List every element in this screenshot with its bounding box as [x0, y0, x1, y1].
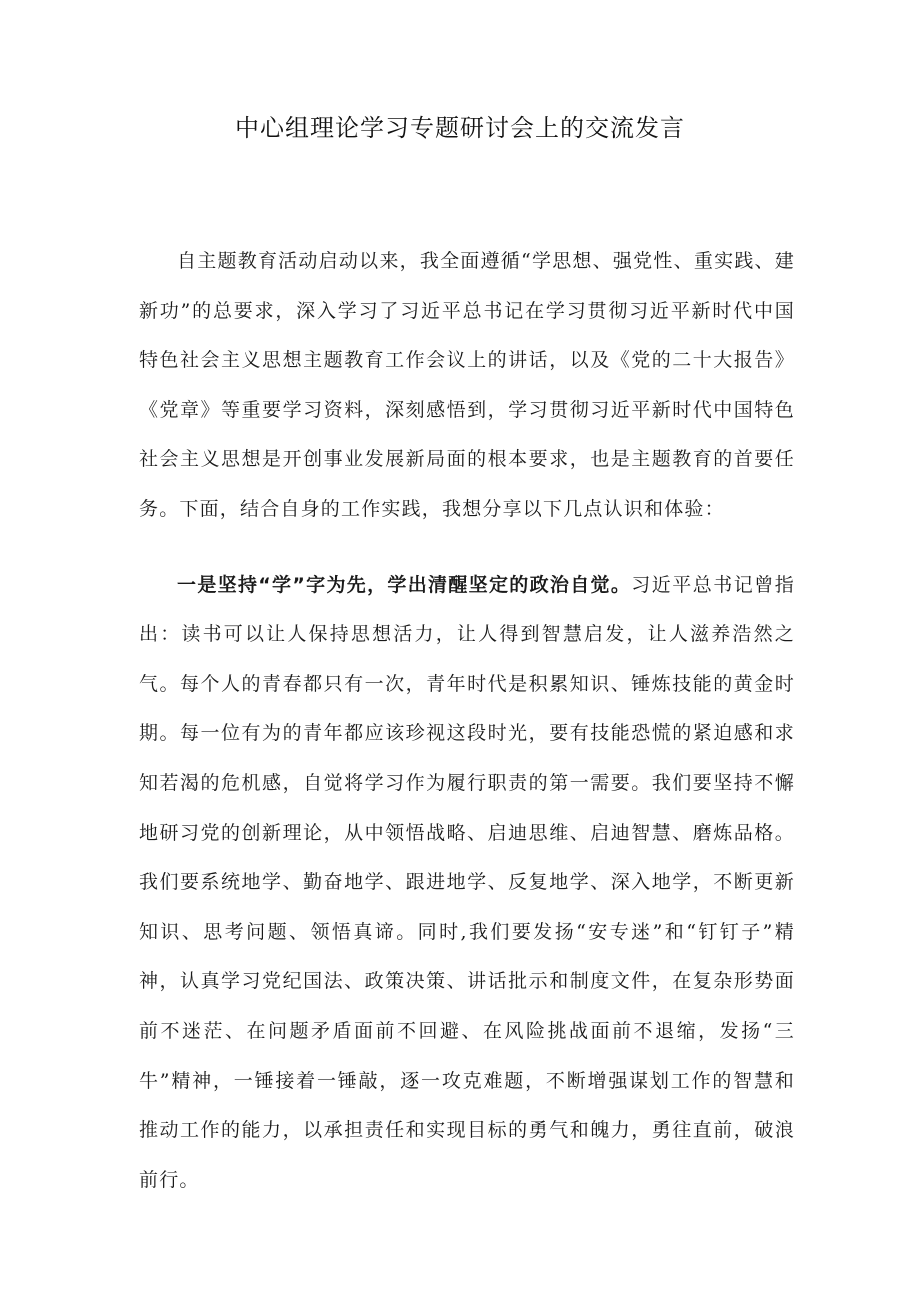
paragraph-text: 习近平总书记曾指出：读书可以让人保持思想活力，让人得到智慧启发，让人滋养浩然之气。每个人的青春都只有一次，青年时代是积累知识、锤炼技能的黄金时期。每一位有为的青年都应该珍视这段时光，要有技能恐慌的紧迫感和求知若渴的危机感，自觉将学习作为履行职责的第一需要。我们要坚持不懈地研习党的创新理论，从中领悟战略、启迪思维、启迪智慧、磨炼品格。我们要系统地学、勤奋地学、跟进地学、反复地学、深入地学，不断更新知识、思考问题、领悟真谛。同时,我们要发扬“安专迷”和“钉钉子”精神，认真学习党纪国法、政策决策、讲话批示和制度文件，在复杂形势面前不迷茫、在问题矛盾面前不回避、在风险挑战面前不退缩，发扬“三牛”精神，一锤接着一锤敲，逐一攻克难题，不断增强谋划工作的智慧和推动工作的能力，以承担责任和实现目标的勇气和魄力，勇往直前，破浪前行。: [139, 573, 795, 1191]
paragraph-point-one: [139, 561, 795, 1206]
paragraph-intro: [139, 237, 795, 535]
paragraph-lead: 一是坚持“学”字为先，学出清醒坚定的政治自觉。: [177, 573, 632, 596]
document-body: [139, 237, 795, 1205]
document-title: 中心组理论学习专题研讨会上的交流发言: [235, 114, 685, 142]
paragraph-text: 自主题教育活动启动以来，我全面遵循“学思想、强党性、重实践、建新功”的总要求，深入学习了习近平总书记在学习贯彻习近平新时代中国特色社会主义思想主题教育工作会议上的讲话，以及《党的二十大报告》《党章》等重要学习资料，深刻感悟到，学习贯彻习近平新时代中国特色社会主义思想是开创事业发展新局面的根本要求，也是主题教育的首要任务。下面，结合自身的工作实践，我想分享以下几点认识和体验：: [139, 250, 795, 520]
